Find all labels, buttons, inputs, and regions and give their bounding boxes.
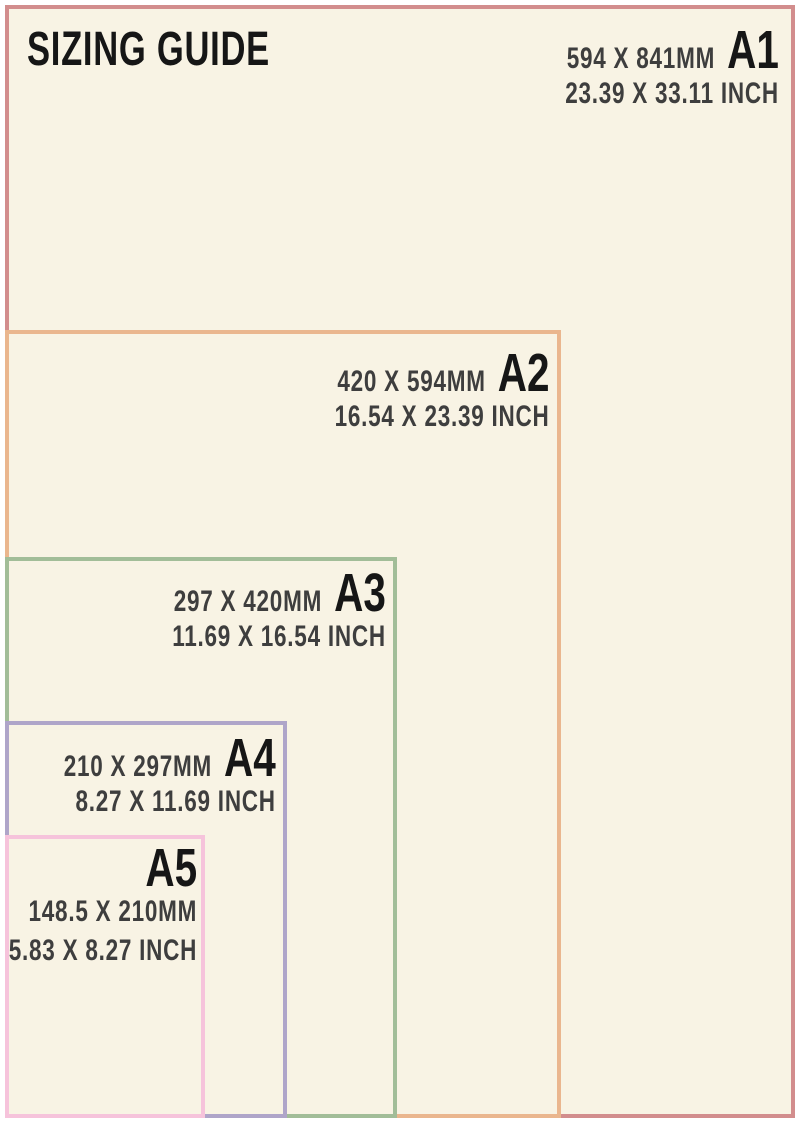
- a1-label-row: [565, 20, 779, 80]
- a5-mm-dimensions: 148.5 X 210MM: [28, 895, 197, 928]
- a1-mm-dimensions: 594 X 841MM: [566, 42, 716, 75]
- a4-inch-dimensions: 8.27 X 11.69 INCH: [75, 785, 276, 818]
- a2-label-row: [334, 343, 549, 403]
- a2-size-code: A2: [497, 343, 549, 403]
- page-title: SIZING GUIDE: [27, 23, 270, 76]
- a5-inch-dimensions: 5.83 X 8.27 INCH: [8, 934, 197, 967]
- a4-size-code: A4: [224, 728, 276, 788]
- a3-label: [172, 563, 386, 654]
- a4-label-row: [63, 728, 276, 788]
- a3-size-code: A3: [334, 563, 386, 623]
- a2-label: [334, 343, 549, 434]
- a4-label: [63, 728, 276, 819]
- a2-inch-dimensions: 16.54 X 23.39 INCH: [334, 400, 549, 433]
- a4-mm-dimensions: 210 X 297MM: [63, 750, 213, 783]
- a5-label: [8, 838, 197, 968]
- a5-size-code: A5: [145, 838, 197, 898]
- a3-mm-dimensions: 297 X 420MM: [173, 585, 323, 618]
- a3-inch-dimensions: 11.69 X 16.54 INCH: [172, 620, 386, 653]
- a3-label-row: [172, 563, 386, 623]
- a1-size-code: A1: [727, 20, 779, 80]
- sizing-guide-poster: [5, 5, 795, 1118]
- a1-label: [565, 20, 779, 111]
- a2-mm-dimensions: 420 X 594MM: [336, 365, 486, 398]
- a5-size-box: [5, 835, 205, 1118]
- a1-inch-dimensions: 23.39 X 33.11 INCH: [565, 77, 779, 110]
